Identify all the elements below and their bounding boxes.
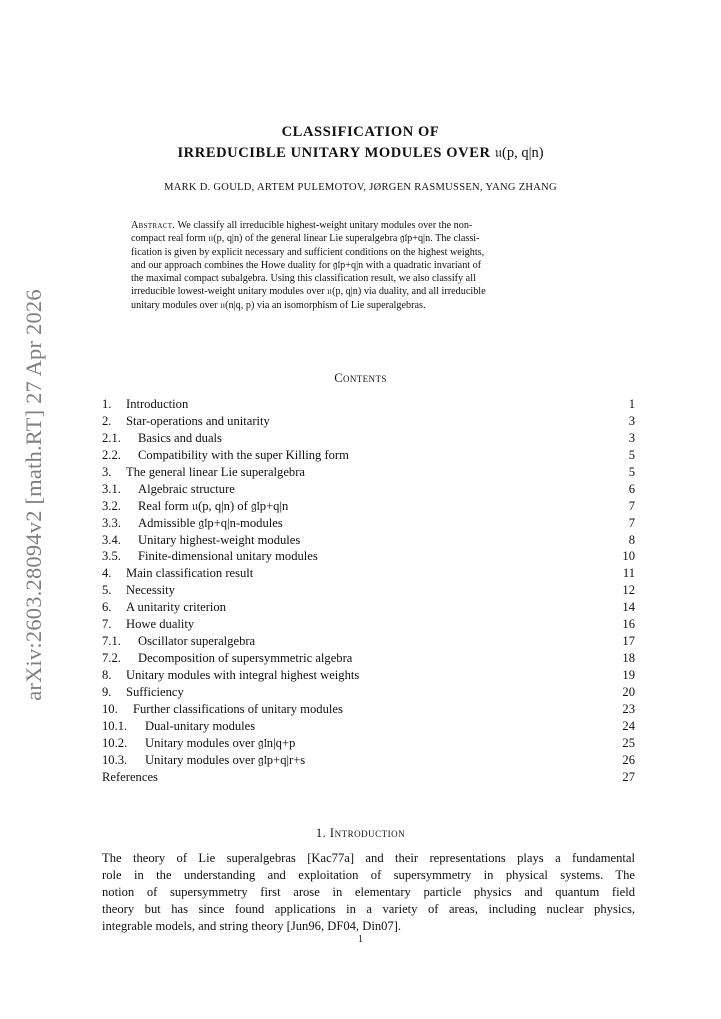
toc-entry-number: 10.2. — [102, 735, 128, 750]
toc-entry[interactable] — [102, 616, 635, 633]
toc-entry-title[interactable]: Algebraic structure — [138, 481, 235, 496]
toc-entry-title[interactable]: Introduction — [126, 397, 189, 411]
toc-entry-page[interactable]: 17 — [622, 634, 635, 649]
toc-entry-title[interactable]: Dual-unitary modules — [145, 718, 256, 733]
title-math: 𝔲(p, q|n) — [494, 145, 544, 161]
abstract-line: the maximal compact subalgebra. Using this classification result, we also classify all — [131, 273, 476, 285]
toc-entry-page[interactable]: 16 — [622, 617, 635, 632]
toc-entry-page[interactable]: 3 — [628, 413, 635, 428]
section-title: Introduction — [329, 826, 406, 840]
toc-entry[interactable] — [102, 752, 635, 769]
introduction-paragraph — [102, 850, 635, 935]
toc-entry[interactable] — [102, 684, 635, 701]
toc-entry[interactable] — [102, 447, 635, 464]
toc-entry-page[interactable]: 20 — [622, 684, 635, 699]
toc-entry-number: 1. — [102, 397, 112, 411]
toc-entry[interactable] — [102, 515, 635, 532]
toc-entry-page[interactable]: 7 — [628, 498, 635, 513]
intro-line: role in the understanding and exploitation of supersymmetry in physical systems. The — [102, 868, 635, 882]
title-line-2 — [0, 145, 721, 162]
toc-entry-page[interactable]: 6 — [628, 481, 635, 496]
toc-entry-number: 3.4. — [102, 532, 121, 547]
toc-entry[interactable] — [102, 464, 635, 481]
toc-entry-number: 9. — [102, 684, 112, 699]
toc-entry-title[interactable]: The general linear Lie superalgebra — [126, 464, 306, 479]
toc-entry-title[interactable]: Compatibility with the super Killing form — [138, 447, 349, 462]
toc-entry-title[interactable]: Star-operations and unitarity — [126, 413, 270, 428]
toc-entry-title[interactable]: Sufficiency — [126, 684, 184, 699]
toc-entry-number: 4. — [102, 566, 112, 581]
toc-entry-title[interactable]: Decomposition of supersymmetric algebra — [138, 651, 353, 666]
intro-line: notion of supersymmetry first arose in elementary particle physics and quantum field — [102, 885, 635, 899]
toc-entry-title[interactable]: Main classification result — [126, 566, 254, 581]
toc-entry-page[interactable]: 11 — [622, 566, 635, 581]
toc-entry-page[interactable]: 27 — [622, 769, 635, 784]
abstract-line-text: We classify all irreducible highest-weight unitary modules over the non- — [177, 220, 473, 231]
toc-entry-page[interactable]: 7 — [628, 515, 635, 530]
toc-entry[interactable] — [102, 548, 635, 565]
toc-entry-number: 2. — [102, 413, 112, 428]
toc-entry[interactable] — [102, 532, 635, 549]
toc-entry[interactable] — [102, 718, 635, 735]
toc-entry-title[interactable]: A unitarity criterion — [126, 600, 227, 615]
toc-entry-page[interactable]: 8 — [628, 532, 635, 547]
abstract-line: fication is given by explicit necessary and sufficient conditions on the highest weights, — [131, 246, 485, 258]
title-line-1: CLASSIFICATION OF — [281, 124, 440, 140]
title-line-2-text: IRREDUCIBLE UNITARY MODULES OVER — [177, 145, 491, 161]
toc-entry[interactable] — [102, 735, 635, 752]
toc-entry-title[interactable]: Basics and duals — [138, 430, 222, 445]
section-heading-introduction — [0, 826, 721, 841]
toc-entry-number: 3.3. — [102, 515, 121, 530]
toc-entry-page[interactable]: 10 — [622, 549, 635, 564]
toc-entry[interactable] — [102, 701, 635, 718]
toc-entry[interactable] — [102, 481, 635, 498]
toc-entry-number: 7.2. — [102, 651, 121, 666]
toc-entry-page[interactable]: 24 — [622, 718, 635, 733]
toc-entry-title[interactable]: Further classifications of unitary modules — [133, 701, 343, 716]
toc-entry-number: 3.2. — [102, 498, 121, 513]
abstract-line: and our approach combines the Howe duality for 𝔤𝔩p+q|n with a quadratic invariant of — [131, 259, 482, 271]
arxiv-stamp-text[interactable]: arXiv:2603.28094v2 [math.RT] 27 Apr 2026 — [21, 289, 46, 701]
abstract-line — [131, 219, 591, 232]
toc-entry-page[interactable]: 3 — [628, 430, 635, 445]
toc-entry-number: 10.1. — [102, 718, 128, 733]
toc-entry-number: 7.1. — [102, 634, 121, 649]
toc-entry[interactable] — [102, 599, 635, 616]
toc-entry-title[interactable]: Unitary modules over 𝔤𝔩n|q+p — [145, 735, 296, 750]
toc-entry[interactable] — [102, 633, 635, 650]
section-number: 1. — [315, 826, 327, 840]
toc-entry-page[interactable]: 18 — [622, 651, 635, 666]
page-number: 1 — [358, 934, 363, 945]
toc-entry-page[interactable]: 25 — [622, 735, 635, 750]
abstract-line: unitary modules over 𝔲(n|q, p) via an isomorphism of Lie superalgebras. — [131, 299, 426, 311]
toc-entry-page[interactable]: 26 — [622, 752, 635, 767]
toc-entry[interactable] — [102, 430, 635, 447]
contents-heading: Contents — [334, 371, 387, 385]
toc-entry-title[interactable]: Finite-dimensional unitary modules — [138, 549, 318, 564]
toc-entry[interactable] — [102, 650, 635, 667]
intro-line: The theory of Lie superalgebras [Kac77a] and their representations plays a fundamental — [102, 851, 635, 865]
toc-entry[interactable] — [102, 498, 635, 515]
toc-entry-title[interactable]: Unitary modules with integral highest weights — [126, 668, 360, 682]
toc-entry-page[interactable]: 23 — [622, 701, 635, 716]
toc-entry-title[interactable]: Unitary modules over 𝔤𝔩p+q|r+s — [145, 752, 306, 767]
toc-entry-title[interactable]: Unitary highest-weight modules — [138, 532, 301, 547]
toc-entry-number: 2.1. — [102, 430, 121, 445]
toc-entry[interactable] — [102, 565, 635, 582]
toc-entry-page[interactable]: 5 — [628, 464, 635, 479]
toc-entry-page[interactable]: 5 — [628, 447, 635, 462]
toc-entry[interactable] — [102, 396, 635, 413]
abstract-line: irreducible lowest-weight unitary modules over 𝔲(p, q|n) via duality, and all irreducible — [131, 286, 486, 298]
toc-entry-page[interactable]: 14 — [622, 600, 635, 615]
toc-entry-number: 8. — [102, 668, 112, 682]
authors: MARK D. GOULD, ARTEM PULEMOTOV, JØRGEN RASMUSSEN, YANG ZHANG — [164, 182, 557, 193]
toc-entry-title[interactable]: Howe duality — [126, 617, 195, 632]
toc-entry[interactable] — [102, 769, 635, 786]
toc-entry[interactable] — [102, 413, 635, 430]
toc-entry-title[interactable]: Admissible 𝔤𝔩p+q|n-modules — [138, 515, 283, 530]
toc-entry-title[interactable]: Real form 𝔲(p, q|n) of 𝔤𝔩p+q|n — [138, 498, 289, 513]
toc-entry[interactable] — [102, 667, 635, 684]
abstract-line: compact real form 𝔲(p, q|n) of the general linear Lie superalgebra 𝔤𝔩p+q|n. The classi- — [131, 233, 480, 245]
toc-entry-number: 3.5. — [102, 549, 121, 564]
table-of-contents — [102, 396, 635, 786]
toc-entry-title[interactable]: Oscillator superalgebra — [138, 634, 256, 649]
toc-entry-number: 3. — [102, 464, 112, 479]
toc-entry-number: 3.1. — [102, 481, 121, 496]
toc-entry-page[interactable]: 12 — [622, 583, 635, 598]
toc-entry-title[interactable]: Necessity — [126, 583, 175, 598]
abstract — [131, 219, 591, 312]
toc-entry-number: 5. — [102, 583, 112, 598]
toc-entry-title[interactable]: References — [102, 769, 158, 784]
toc-entry-number: 10.3. — [102, 752, 128, 767]
intro-line: integrable models, and string theory [Jun96, DF04, Din07]. — [102, 919, 402, 933]
toc-entry-number: 2.2. — [102, 447, 121, 462]
toc-entry[interactable] — [102, 582, 635, 599]
abstract-heading: Abstract. — [131, 220, 176, 231]
toc-entry-page[interactable]: 19 — [622, 668, 635, 682]
toc-entry-number: 6. — [102, 600, 112, 615]
toc-entry-page[interactable]: 1 — [628, 397, 635, 411]
toc-entry-number: 10. — [102, 701, 118, 716]
toc-entry-number: 7. — [102, 617, 112, 632]
intro-line: theory but has since found applications in a variety of areas, including nuclear physics, — [102, 902, 635, 916]
